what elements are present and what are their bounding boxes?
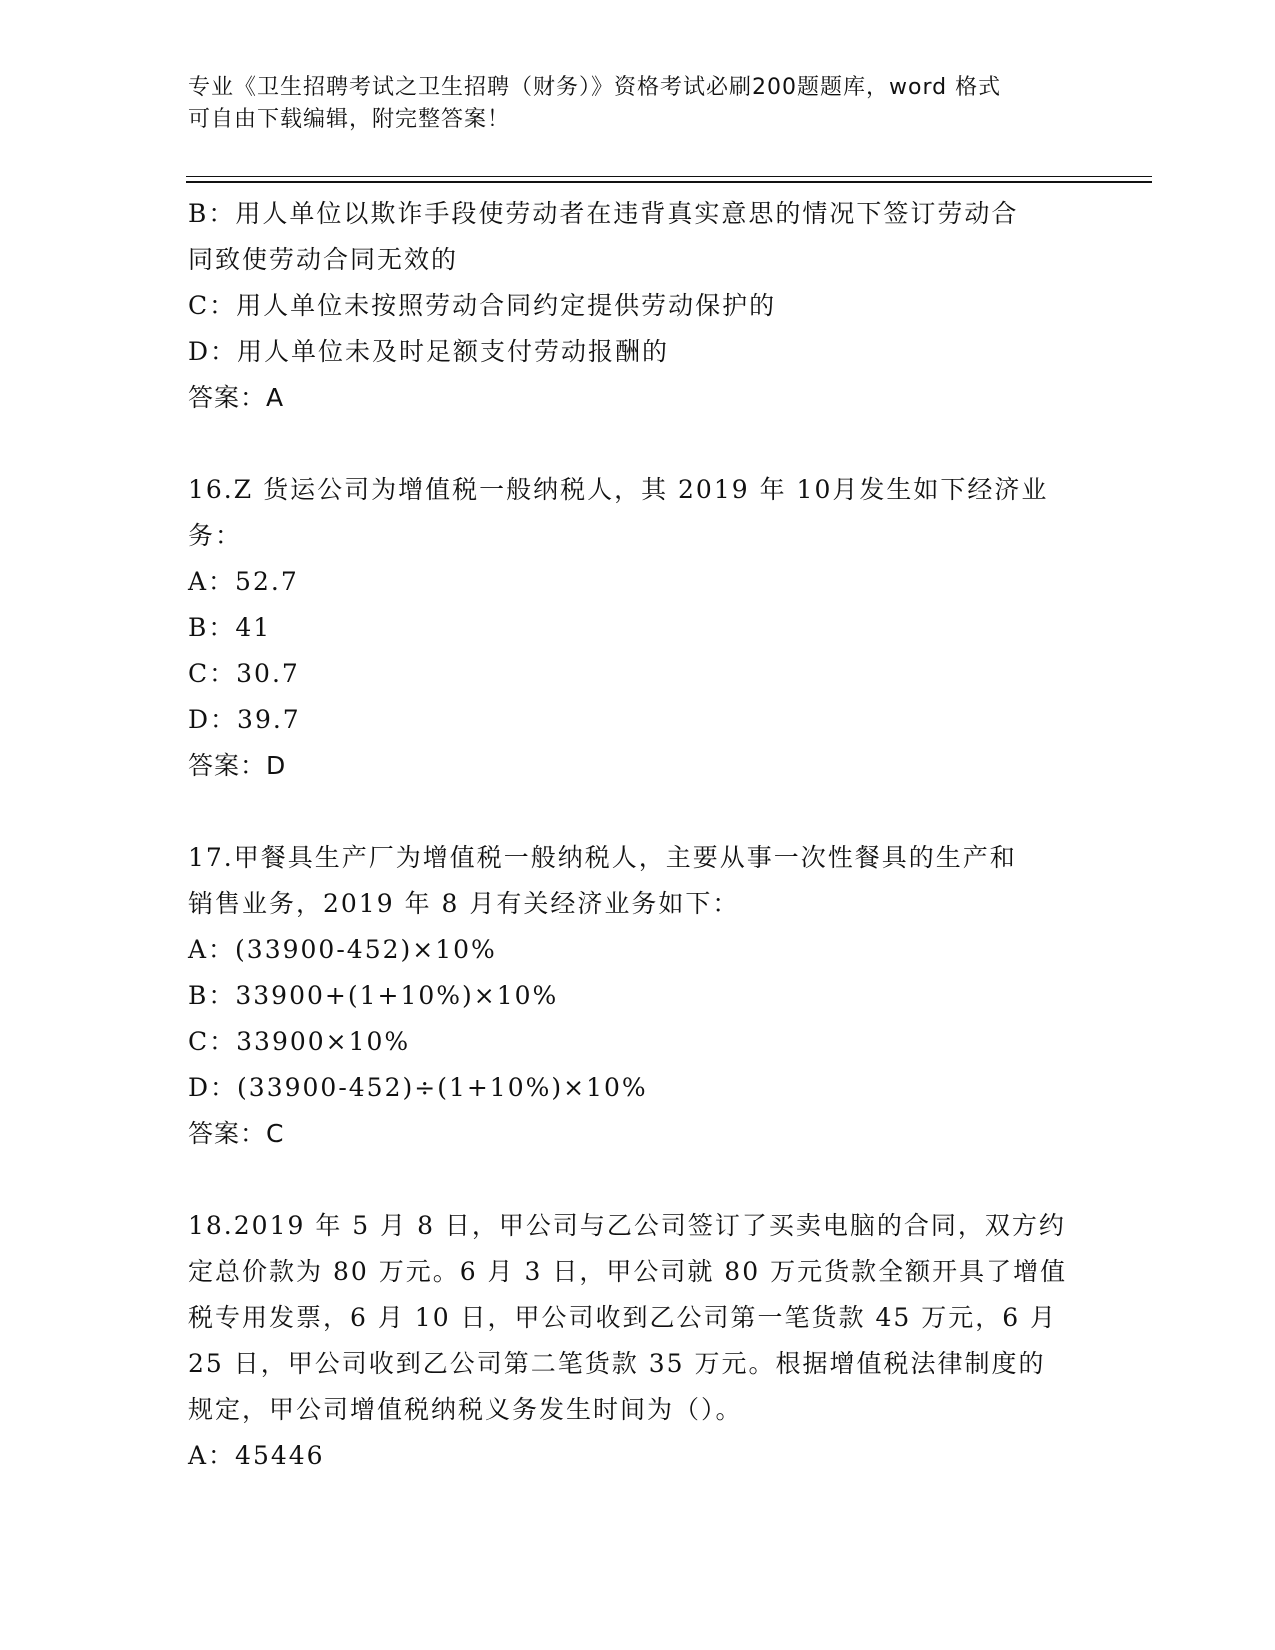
q16-option-a: A：52.7 (188, 567, 299, 596)
q18-stem-line-4: 25 日，甲公司收到乙公司第二笔货款 35 万元。根据增值税法律制度的 (188, 1349, 1046, 1378)
page-header (188, 72, 1088, 136)
question-15-block (188, 191, 1088, 421)
q15-option-c: C：用人单位未按照劳动合同约定提供劳动保护的 (188, 291, 777, 320)
q15-option-b-line-1: B：用人单位以欺诈手段使劳动者在违背真实意思的情况下签订劳动合 (188, 199, 1019, 228)
question-spacer (188, 789, 1088, 835)
q17-option-d: D：(33900-452)÷(1+10%)×10% (188, 1073, 648, 1102)
q18-stem-line-5: 规定，甲公司增值税纳税义务发生时间为（）。 (188, 1395, 743, 1424)
q17-option-c: C：33900×10% (188, 1027, 411, 1056)
q18-stem-line-1: 18.2019 年 5 月 8 日，甲公司与乙公司签订了买卖电脑的合同，双方约 (188, 1211, 1066, 1240)
q18-stem-line-3: 税专用发票，6 月 10 日，甲公司收到乙公司第一笔货款 45 万元，6 月 (188, 1303, 1058, 1332)
q17-stem-line-2: 销售业务，2019 年 8 月有关经济业务如下： (188, 889, 740, 918)
q17-stem-line-1: 17.甲餐具生产厂为增值税一般纳税人，主要从事一次性餐具的生产和 (188, 843, 1017, 872)
q16-option-b: B：41 (188, 613, 272, 642)
q16-answer: 答案：D (188, 751, 287, 780)
q17-answer: 答案：C (188, 1119, 285, 1148)
q18-stem-line-2: 定总价款为 80 万元。6 月 3 日，甲公司就 80 万元货款全额开具了增值 (188, 1257, 1068, 1286)
q17-option-a: A：(33900-452)×10% (188, 935, 497, 964)
header-title-line-2: 可自由下载编辑，附完整答案！ (188, 107, 511, 132)
q16-stem-line-1: 16.Z 货运公司为增值税一般纳税人，其 2019 年 10月发生如下经济业 (188, 475, 1049, 504)
header-title-line-1: 专业《卫生招聘考试之卫生招聘（财务）》资格考试必刷200题题库，word 格式 (188, 75, 1002, 100)
question-content (188, 191, 1088, 1479)
q15-option-b-line-2: 同致使劳动合同无效的 (188, 245, 459, 274)
header-divider-thick (186, 181, 1152, 183)
q16-option-c: C：30.7 (188, 659, 300, 688)
question-spacer (188, 421, 1088, 467)
question-16-block (188, 467, 1088, 789)
q15-option-d: D：用人单位未及时足额支付劳动报酬的 (188, 337, 670, 366)
question-spacer (188, 1157, 1088, 1203)
header-divider-thin (186, 176, 1152, 177)
q18-option-a: A：45446 (188, 1441, 325, 1470)
q15-answer: 答案：A (188, 383, 285, 412)
q17-option-b: B：33900+(1+10%)×10% (188, 981, 559, 1010)
q16-option-d: D：39.7 (188, 705, 301, 734)
q16-stem-line-2: 务： (188, 521, 243, 550)
question-17-block (188, 835, 1088, 1157)
question-18-block (188, 1203, 1088, 1479)
